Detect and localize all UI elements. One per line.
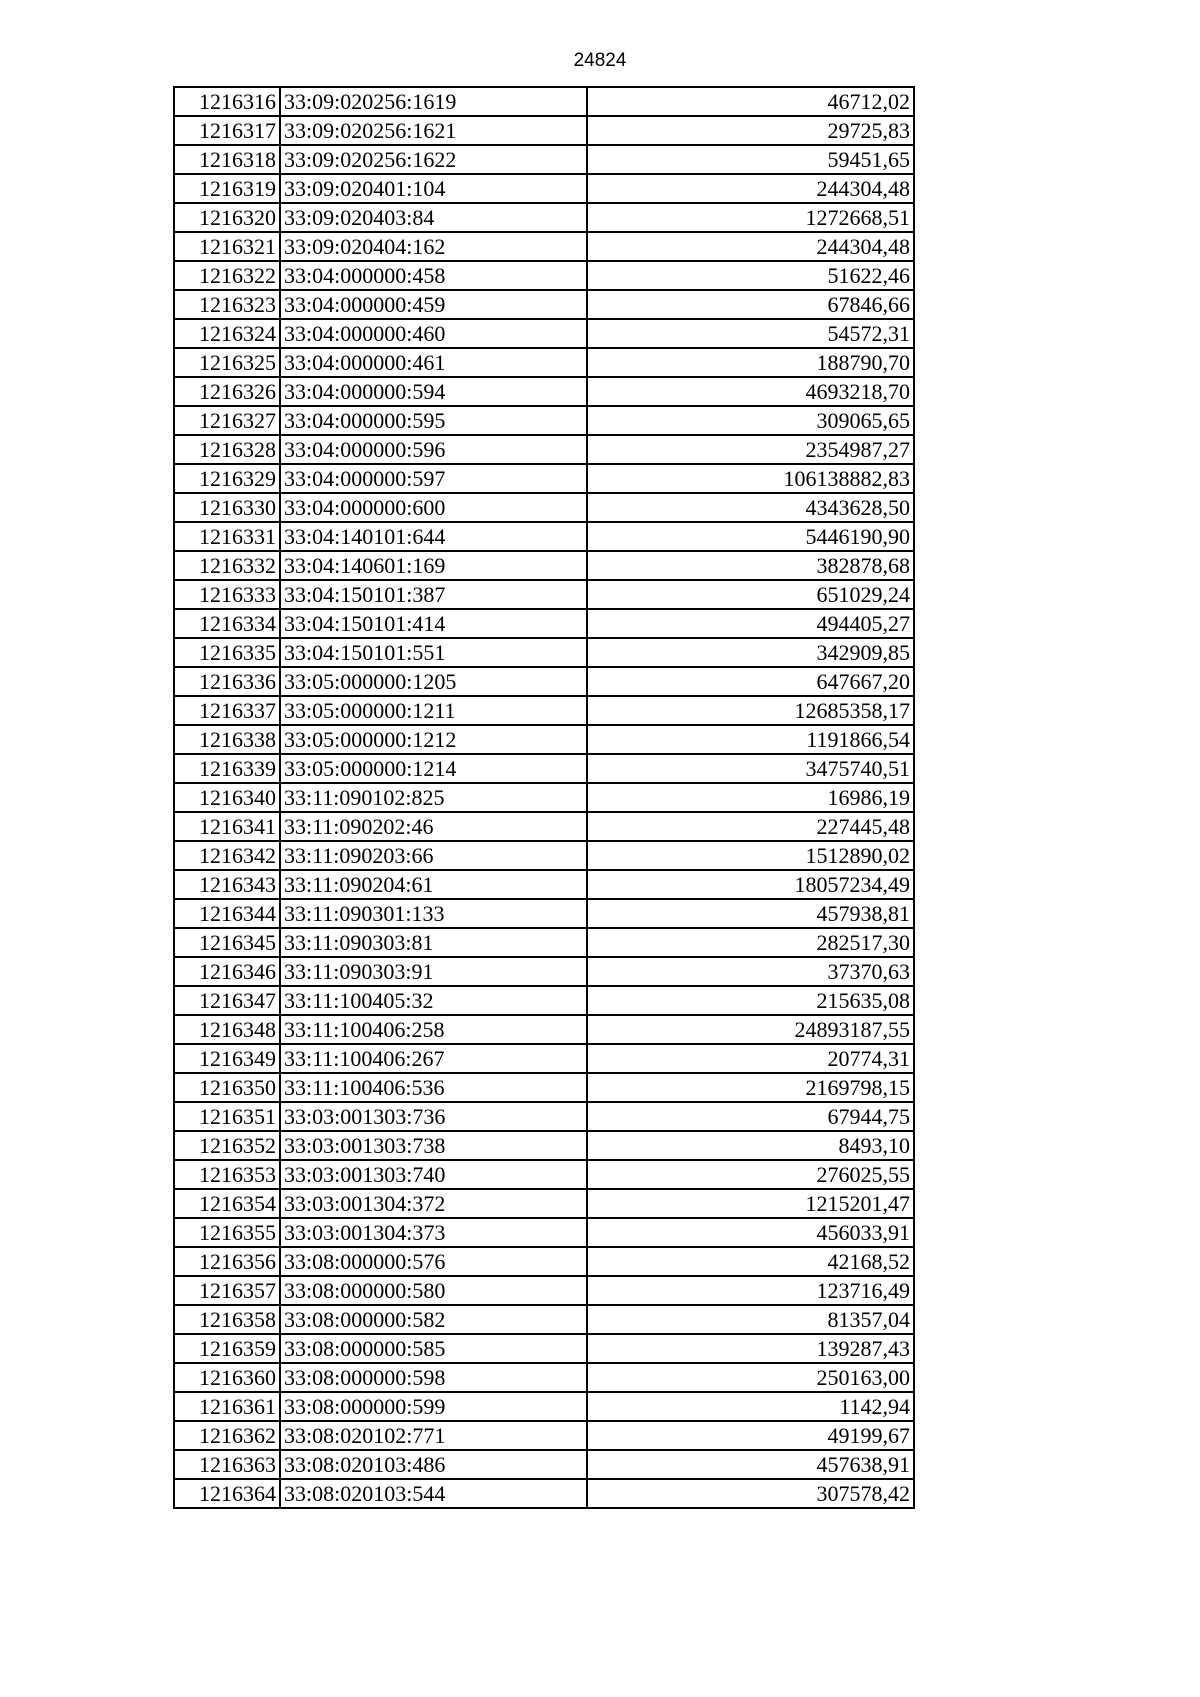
cadastral-value: 46712,02 — [587, 87, 914, 116]
cadastral-value: 244304,48 — [587, 232, 914, 261]
row-id: 1216363 — [174, 1450, 280, 1479]
table-row — [174, 1363, 914, 1392]
table-row — [174, 1479, 914, 1508]
cadastral-number: 33:08:000000:580 — [280, 1276, 587, 1305]
cadastral-value: 1512890,02 — [587, 841, 914, 870]
cadastral-value: 139287,43 — [587, 1334, 914, 1363]
cadastral-number: 33:09:020256:1621 — [280, 116, 587, 145]
cadastral-value: 54572,31 — [587, 319, 914, 348]
row-id: 1216318 — [174, 145, 280, 174]
page-number: 24824 — [573, 50, 627, 71]
table-row — [174, 1247, 914, 1276]
row-id: 1216349 — [174, 1044, 280, 1073]
cadastral-number: 33:04:000000:595 — [280, 406, 587, 435]
cadastral-number: 33:08:020103:486 — [280, 1450, 587, 1479]
table-row — [174, 551, 914, 580]
table-row — [174, 609, 914, 638]
table-row — [174, 957, 914, 986]
cadastral-value: 106138882,83 — [587, 464, 914, 493]
table-row — [174, 493, 914, 522]
cadastral-number: 33:08:020103:544 — [280, 1479, 587, 1508]
row-id: 1216324 — [174, 319, 280, 348]
table-row — [174, 1276, 914, 1305]
cadastral-value: 651029,24 — [587, 580, 914, 609]
cadastral-value: 307578,42 — [587, 1479, 914, 1508]
cadastral-value: 123716,49 — [587, 1276, 914, 1305]
cadastral-value: 457938,81 — [587, 899, 914, 928]
row-id: 1216326 — [174, 377, 280, 406]
cadastral-number: 33:04:000000:600 — [280, 493, 587, 522]
cadastral-value: 227445,48 — [587, 812, 914, 841]
row-id: 1216343 — [174, 870, 280, 899]
cadastral-value: 18057234,49 — [587, 870, 914, 899]
cadastral-number: 33:04:150101:551 — [280, 638, 587, 667]
row-id: 1216356 — [174, 1247, 280, 1276]
cadastral-value: 24893187,55 — [587, 1015, 914, 1044]
table-body — [174, 87, 914, 1508]
cadastral-number: 33:04:000000:461 — [280, 348, 587, 377]
cadastral-number: 33:09:020404:162 — [280, 232, 587, 261]
cadastral-value: 1191866,54 — [587, 725, 914, 754]
cadastral-value: 456033,91 — [587, 1218, 914, 1247]
row-id: 1216333 — [174, 580, 280, 609]
cadastral-value: 276025,55 — [587, 1160, 914, 1189]
row-id: 1216325 — [174, 348, 280, 377]
cadastral-number: 33:04:000000:459 — [280, 290, 587, 319]
table-row — [174, 928, 914, 957]
cadastral-number: 33:09:020256:1619 — [280, 87, 587, 116]
cadastral-value: 4693218,70 — [587, 377, 914, 406]
cadastral-value: 382878,68 — [587, 551, 914, 580]
table-row — [174, 116, 914, 145]
cadastral-number: 33:11:100406:536 — [280, 1073, 587, 1102]
row-id: 1216353 — [174, 1160, 280, 1189]
table-row — [174, 1392, 914, 1421]
table-row — [174, 1450, 914, 1479]
cadastral-number: 33:11:090203:66 — [280, 841, 587, 870]
cadastral-number: 33:11:090303:91 — [280, 957, 587, 986]
cadastral-value: 12685358,17 — [587, 696, 914, 725]
cadastral-value: 3475740,51 — [587, 754, 914, 783]
table-row — [174, 580, 914, 609]
row-id: 1216328 — [174, 435, 280, 464]
table-row — [174, 667, 914, 696]
table-row — [174, 1189, 914, 1218]
cadastral-number: 33:08:000000:585 — [280, 1334, 587, 1363]
cadastral-value: 16986,19 — [587, 783, 914, 812]
cadastral-number: 33:05:000000:1214 — [280, 754, 587, 783]
row-id: 1216359 — [174, 1334, 280, 1363]
row-id: 1216335 — [174, 638, 280, 667]
table-row — [174, 870, 914, 899]
table-row — [174, 522, 914, 551]
row-id: 1216321 — [174, 232, 280, 261]
table-row — [174, 696, 914, 725]
cadastral-value: 29725,83 — [587, 116, 914, 145]
cadastral-value: 42168,52 — [587, 1247, 914, 1276]
row-id: 1216355 — [174, 1218, 280, 1247]
cadastral-value: 215635,08 — [587, 986, 914, 1015]
row-id: 1216331 — [174, 522, 280, 551]
table-row — [174, 783, 914, 812]
table-row — [174, 812, 914, 841]
cadastral-number: 33:11:090202:46 — [280, 812, 587, 841]
cadastral-number: 33:05:000000:1205 — [280, 667, 587, 696]
cadastral-value: 8493,10 — [587, 1131, 914, 1160]
cadastral-value: 67944,75 — [587, 1102, 914, 1131]
row-id: 1216341 — [174, 812, 280, 841]
row-id: 1216322 — [174, 261, 280, 290]
cadastral-number: 33:09:020401:104 — [280, 174, 587, 203]
row-id: 1216340 — [174, 783, 280, 812]
cadastral-number: 33:11:100405:32 — [280, 986, 587, 1015]
row-id: 1216348 — [174, 1015, 280, 1044]
cadastral-number: 33:11:090102:825 — [280, 783, 587, 812]
row-id: 1216352 — [174, 1131, 280, 1160]
cadastral-number: 33:09:020403:84 — [280, 203, 587, 232]
cadastral-number: 33:08:020102:771 — [280, 1421, 587, 1450]
table-row — [174, 1044, 914, 1073]
row-id: 1216339 — [174, 754, 280, 783]
cadastral-value: 5446190,90 — [587, 522, 914, 551]
table-row — [174, 841, 914, 870]
cadastral-number: 33:09:020256:1622 — [280, 145, 587, 174]
cadastral-number: 33:08:000000:599 — [280, 1392, 587, 1421]
table-row — [174, 435, 914, 464]
cadastral-number: 33:04:000000:597 — [280, 464, 587, 493]
cadastral-value: 647667,20 — [587, 667, 914, 696]
row-id: 1216364 — [174, 1479, 280, 1508]
row-id: 1216344 — [174, 899, 280, 928]
cadastral-number: 33:08:000000:598 — [280, 1363, 587, 1392]
cadastral-number: 33:04:000000:460 — [280, 319, 587, 348]
cadastral-value: 494405,27 — [587, 609, 914, 638]
row-id: 1216362 — [174, 1421, 280, 1450]
cadastral-number: 33:04:000000:594 — [280, 377, 587, 406]
table-row — [174, 1218, 914, 1247]
row-id: 1216330 — [174, 493, 280, 522]
table-row — [174, 377, 914, 406]
table-row — [174, 87, 914, 116]
table-row — [174, 348, 914, 377]
row-id: 1216319 — [174, 174, 280, 203]
cadastral-value: 59451,65 — [587, 145, 914, 174]
table-row — [174, 1131, 914, 1160]
cadastral-value: 2169798,15 — [587, 1073, 914, 1102]
cadastral-number: 33:04:140601:169 — [280, 551, 587, 580]
table-row — [174, 261, 914, 290]
row-id: 1216332 — [174, 551, 280, 580]
cadastral-value: 67846,66 — [587, 290, 914, 319]
cadastral-number: 33:11:100406:258 — [280, 1015, 587, 1044]
cadastral-number: 33:11:100406:267 — [280, 1044, 587, 1073]
cadastral-value: 20774,31 — [587, 1044, 914, 1073]
table-row — [174, 1305, 914, 1334]
row-id: 1216316 — [174, 87, 280, 116]
cadastral-number: 33:05:000000:1211 — [280, 696, 587, 725]
table-row — [174, 290, 914, 319]
cadastral-value: 81357,04 — [587, 1305, 914, 1334]
cadastral-value: 1272668,51 — [587, 203, 914, 232]
table-row — [174, 1073, 914, 1102]
table-row — [174, 638, 914, 667]
row-id: 1216360 — [174, 1363, 280, 1392]
cadastral-number: 33:11:090303:81 — [280, 928, 587, 957]
table-row — [174, 1160, 914, 1189]
cadastral-number: 33:05:000000:1212 — [280, 725, 587, 754]
table-row — [174, 174, 914, 203]
cadastral-value: 309065,65 — [587, 406, 914, 435]
table-row — [174, 1421, 914, 1450]
table-row — [174, 232, 914, 261]
table-row — [174, 725, 914, 754]
table-row — [174, 1102, 914, 1131]
row-id: 1216329 — [174, 464, 280, 493]
cadastral-value: 1215201,47 — [587, 1189, 914, 1218]
table-row — [174, 464, 914, 493]
row-id: 1216338 — [174, 725, 280, 754]
table-row — [174, 1334, 914, 1363]
cadastral-value: 1142,94 — [587, 1392, 914, 1421]
cadastral-value: 457638,91 — [587, 1450, 914, 1479]
row-id: 1216317 — [174, 116, 280, 145]
cadastral-number: 33:04:000000:596 — [280, 435, 587, 464]
cadastral-value: 282517,30 — [587, 928, 914, 957]
cadastral-value: 4343628,50 — [587, 493, 914, 522]
row-id: 1216337 — [174, 696, 280, 725]
row-id: 1216361 — [174, 1392, 280, 1421]
cadastral-number: 33:03:001303:738 — [280, 1131, 587, 1160]
cadastral-number: 33:11:090204:61 — [280, 870, 587, 899]
cadastral-number: 33:03:001304:372 — [280, 1189, 587, 1218]
row-id: 1216327 — [174, 406, 280, 435]
table-row — [174, 754, 914, 783]
table-row — [174, 319, 914, 348]
table-row — [174, 986, 914, 1015]
row-id: 1216323 — [174, 290, 280, 319]
cadastral-number: 33:08:000000:576 — [280, 1247, 587, 1276]
cadastral-number: 33:04:150101:414 — [280, 609, 587, 638]
cadastral-number: 33:11:090301:133 — [280, 899, 587, 928]
cadastral-value: 244304,48 — [587, 174, 914, 203]
row-id: 1216346 — [174, 957, 280, 986]
row-id: 1216334 — [174, 609, 280, 638]
table-row — [174, 406, 914, 435]
row-id: 1216357 — [174, 1276, 280, 1305]
row-id: 1216358 — [174, 1305, 280, 1334]
table-row — [174, 1015, 914, 1044]
cadastral-number: 33:04:150101:387 — [280, 580, 587, 609]
row-id: 1216351 — [174, 1102, 280, 1131]
row-id: 1216345 — [174, 928, 280, 957]
cadastral-number: 33:04:000000:458 — [280, 261, 587, 290]
cadastral-number: 33:08:000000:582 — [280, 1305, 587, 1334]
cadastral-value: 37370,63 — [587, 957, 914, 986]
row-id: 1216342 — [174, 841, 280, 870]
cadastral-value: 342909,85 — [587, 638, 914, 667]
cadastral-value: 51622,46 — [587, 261, 914, 290]
row-id: 1216336 — [174, 667, 280, 696]
cadastral-value: 49199,67 — [587, 1421, 914, 1450]
cadastral-number: 33:03:001303:736 — [280, 1102, 587, 1131]
cadastral-number: 33:03:001304:373 — [280, 1218, 587, 1247]
row-id: 1216347 — [174, 986, 280, 1015]
cadastral-number: 33:04:140101:644 — [280, 522, 587, 551]
table-row — [174, 203, 914, 232]
table-row — [174, 145, 914, 174]
cadastral-number: 33:03:001303:740 — [280, 1160, 587, 1189]
cadastral-value-table — [173, 86, 915, 1509]
row-id: 1216350 — [174, 1073, 280, 1102]
row-id: 1216354 — [174, 1189, 280, 1218]
cadastral-value: 250163,00 — [587, 1363, 914, 1392]
table-row — [174, 899, 914, 928]
cadastral-value: 2354987,27 — [587, 435, 914, 464]
cadastral-value: 188790,70 — [587, 348, 914, 377]
row-id: 1216320 — [174, 203, 280, 232]
